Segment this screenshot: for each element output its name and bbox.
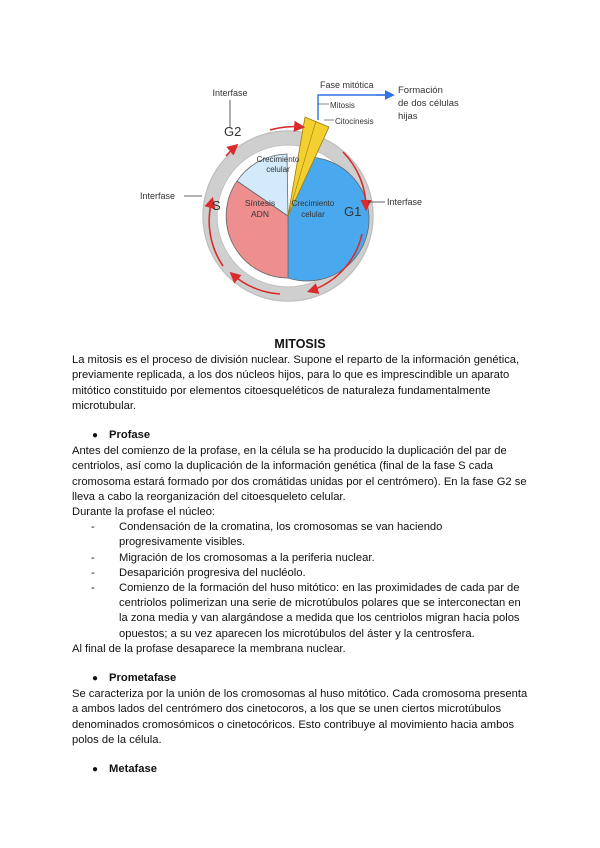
crecimiento-right-1: Crecimiento — [291, 199, 335, 208]
cycle-arrow — [270, 127, 302, 130]
formacion-line-3: hijas — [398, 111, 418, 122]
document-body — [72, 337, 528, 778]
fase-mitotica-label: Fase mitótica — [320, 80, 374, 90]
profase-list — [72, 520, 528, 642]
bullet-icon: ● — [92, 673, 99, 685]
page-title: MITOSIS — [274, 337, 326, 351]
profase-heading-text: Profase — [109, 429, 151, 442]
crecimiento-right-2: celular — [301, 210, 325, 219]
crecimiento-top-2: celular — [266, 165, 290, 174]
interfase-top-label: Interfase — [212, 88, 248, 98]
crecimiento-top-1: Crecimiento — [256, 155, 300, 164]
profase-paragraph-2: Durante la profase el núcleo: — [72, 506, 216, 519]
intro-paragraph: La mitosis es el proceso de división nuclear. Supone el reparto de la información genética, previamente replicada, a los dos núcleos hijos, para lo que es imprescindible un aparato mitótico constituido por elementos citoesqueléticos de naturaleza fundamentalmente microtubular. — [72, 354, 520, 412]
s-label: S — [212, 198, 221, 213]
citocinesis-label: Citocinesis — [335, 117, 374, 126]
interfase-left-label: Interfase — [140, 191, 176, 201]
sintesis-label-1: Síntesis — [244, 198, 276, 208]
g2-label: G2 — [224, 124, 242, 139]
bullet-icon: ● — [92, 764, 99, 776]
list-item: - Desaparición progresiva del nucléolo. — [72, 566, 528, 581]
prometafase-heading-text: Prometafase — [109, 672, 177, 685]
metafase-heading-text: Metafase — [109, 763, 157, 776]
sintesis-label-2: ADN — [251, 209, 269, 219]
section-profase-heading — [92, 428, 528, 443]
interfase-right-label: Interfase — [387, 197, 423, 207]
cell-cycle-svg — [130, 70, 470, 325]
formacion-line-1: Formación — [398, 85, 443, 96]
list-item: - Comienzo de la formación del huso mitótico: en las proximidades de cada par de centriolos polimerizan una serie de microtúbulos polares que se interconectan en la zona media y van alargándose a medida que los centriolos migran hacia polos opuestos; a su vez aparecen los microtúbulos del áster y la centrosfera. — [72, 581, 528, 642]
section-metafase-heading — [92, 762, 528, 777]
list-item: - Migración de los cromosomas a la periferia nuclear. — [72, 551, 528, 566]
prometafase-paragraph: Se caracteriza por la unión de los cromosomas al huso mitótico. Cada cromosoma presenta a ambos lados del centrómero dos cinetocoros, a los que se unen ciertos microtúbulos denominados cromosómicos o cinetocóricos. Esto contribuye al movimiento hacia ambos polos de la célula. — [72, 688, 528, 746]
list-item: - Condensación de la cromatina, los cromosomas se van haciendo progresivamente visibles. — [72, 520, 528, 550]
section-prometafase-heading — [92, 671, 528, 686]
profase-paragraph-3: Al final de la profase desaparece la membrana nuclear. — [72, 642, 346, 655]
mitosis-label: Mitosis — [330, 101, 355, 110]
formacion-line-2: de dos células — [398, 98, 459, 109]
g1-label: G1 — [344, 204, 362, 219]
profase-paragraph-1: Antes del comienzo de la profase, en la célula se ha producido la duplicación del par de centriolos, así como la duplicación de la información genética (final de la fase S cada cromosoma estará formado por dos cromátidas unidas por el centrómero). En la fase G2 se lleva a cabo la reorganización del citoesqueleto celular. — [72, 445, 527, 503]
bullet-icon: ● — [92, 430, 99, 442]
cell-cycle-diagram — [130, 70, 470, 325]
